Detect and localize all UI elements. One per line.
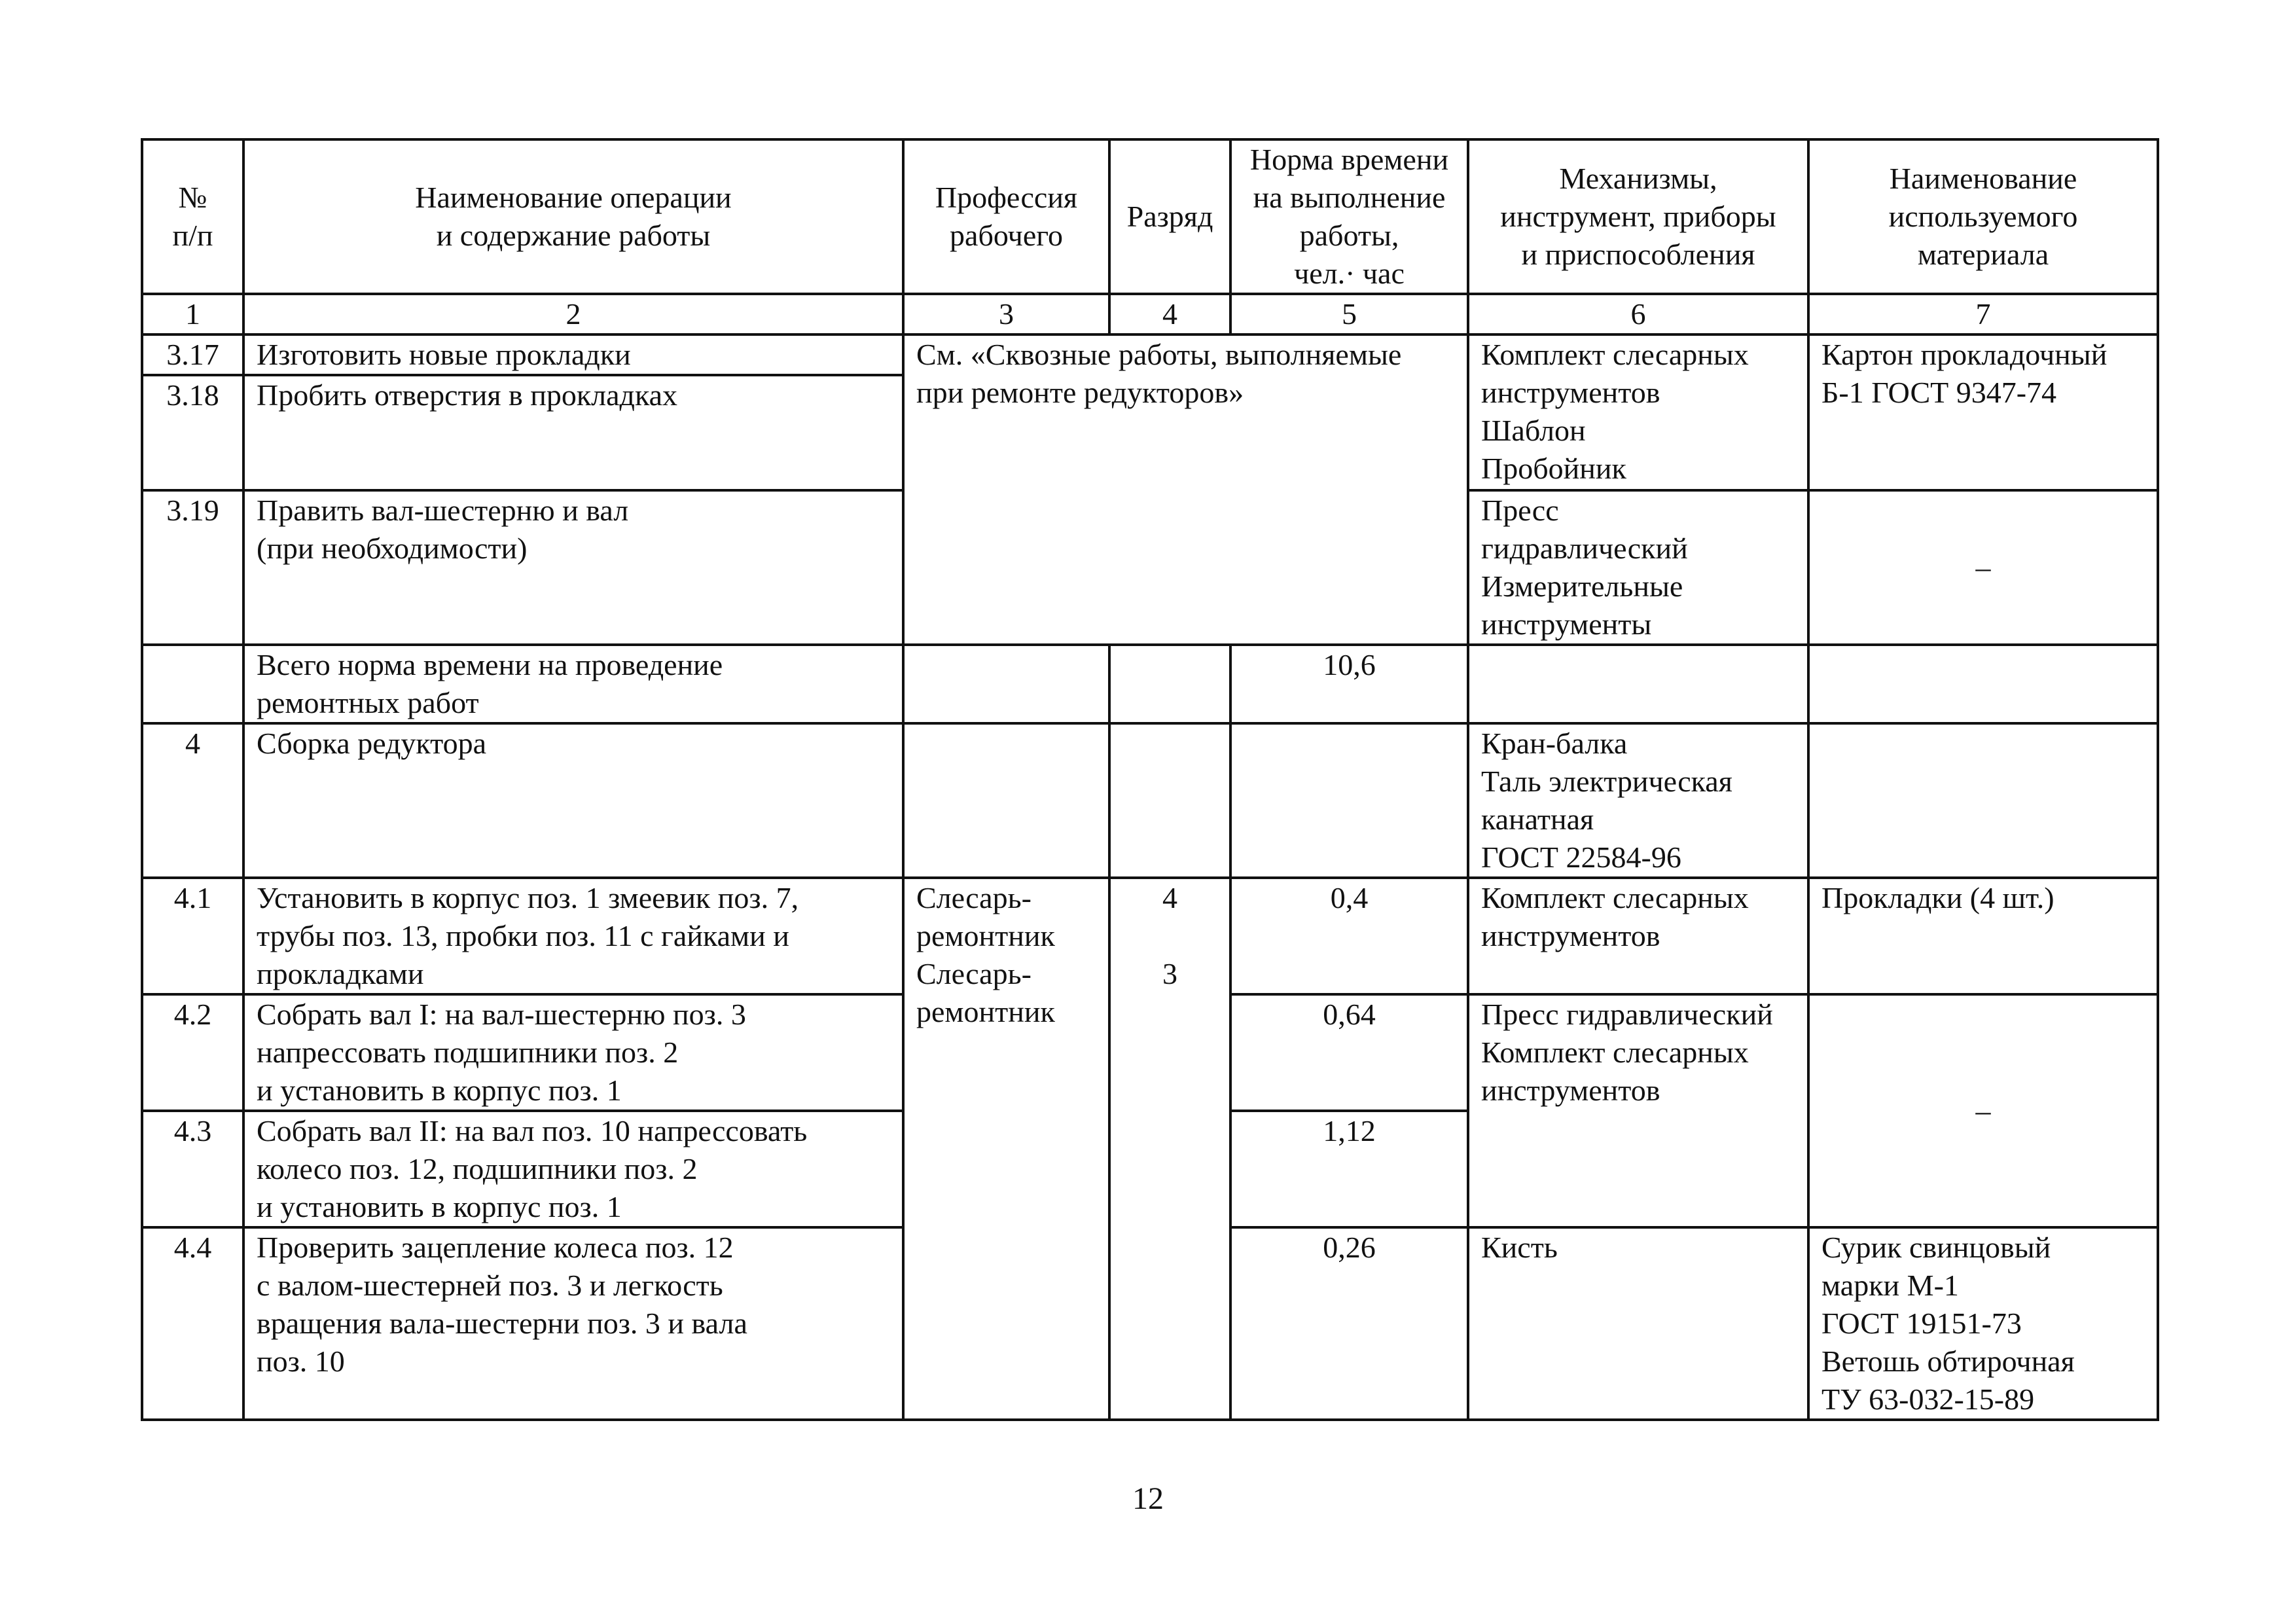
time-norm-cell: 1,12	[1230, 1111, 1468, 1227]
operation-cell: Править вал-шестерню и вал (при необходимости)	[243, 490, 903, 645]
time-norm-cell	[1230, 723, 1468, 878]
table-row	[142, 723, 2158, 878]
row-number: 4.2	[142, 994, 243, 1111]
table-row	[142, 334, 2158, 375]
column-number: 4	[1109, 294, 1230, 334]
header-material: Наименование используемого материала	[1808, 139, 2158, 294]
column-number: 5	[1230, 294, 1468, 334]
profession-merged-cell: См. «Сквозные работы, выполняемые при ремонте редукторов»	[903, 334, 1468, 645]
header-operation: Наименование операции и содержание работы	[243, 139, 903, 294]
operation-cell: Пробить отверстия в прокладках	[243, 375, 903, 490]
column-number: 2	[243, 294, 903, 334]
time-norm-cell: 0,4	[1230, 878, 1468, 994]
page-number: 12	[1132, 1481, 1164, 1516]
operation-cell: Проверить зацепление колеса поз. 12 с валом-шестерней поз. 3 и легкость вращения вала-шестерни поз. 3 и вала поз. 10	[243, 1227, 903, 1420]
profession-cell	[903, 645, 1109, 723]
tools-cell: Пресс гидравлический Комплект слесарных инструментов	[1468, 994, 1808, 1227]
time-norm-cell: 10,6	[1230, 645, 1468, 723]
table-row	[142, 878, 2158, 994]
row-number: 3.18	[142, 375, 243, 490]
material-cell	[1808, 645, 2158, 723]
column-number: 7	[1808, 294, 2158, 334]
header-grade: Разряд	[1109, 139, 1230, 294]
repair-operations-table	[141, 138, 2159, 1421]
header-number: № п/п	[142, 139, 243, 294]
column-number: 6	[1468, 294, 1808, 334]
tools-cell: Кран-балка Таль электрическая канатная ГОСТ 22584-96	[1468, 723, 1808, 878]
section-title: Сборка редуктора	[243, 723, 903, 878]
grade-cell	[1109, 645, 1230, 723]
row-number	[142, 645, 243, 723]
operation-cell: Собрать вал I: на вал-шестерню поз. 3 напрессовать подшипники поз. 2 и установить в корпус поз. 1	[243, 994, 903, 1111]
material-cell: Прокладки (4 шт.)	[1808, 878, 2158, 994]
operation-cell: Изготовить новые прокладки	[243, 334, 903, 375]
material-cell: Картон прокладочный Б-1 ГОСТ 9347-74	[1808, 334, 2158, 490]
tools-cell: Комплект слесарных инструментов Шаблон Пробойник	[1468, 334, 1808, 490]
column-number-row	[142, 294, 2158, 334]
profession-cell	[903, 723, 1109, 878]
row-number: 4.1	[142, 878, 243, 994]
operation-cell: Установить в корпус поз. 1 змеевик поз. 7, трубы поз. 13, пробки поз. 11 с гайками и прокладками	[243, 878, 903, 994]
operation-cell: Собрать вал II: на вал поз. 10 напрессовать колесо поз. 12, подшипники поз. 2 и установить в корпус поз. 1	[243, 1111, 903, 1227]
material-cell: Сурик свинцовый марки М-1 ГОСТ 19151-73 Ветошь обтирочная ТУ 63-032-15-89	[1808, 1227, 2158, 1420]
header-profession: Профессия рабочего	[903, 139, 1109, 294]
row-number: 4.3	[142, 1111, 243, 1227]
grade-cell: 4 3	[1109, 878, 1230, 1420]
row-number: 4.4	[142, 1227, 243, 1420]
column-number: 1	[142, 294, 243, 334]
column-number: 3	[903, 294, 1109, 334]
grade-cell	[1109, 723, 1230, 878]
time-norm-cell: 0,26	[1230, 1227, 1468, 1420]
time-norm-cell: 0,64	[1230, 994, 1468, 1111]
operation-cell: Всего норма времени на проведение ремонтных работ	[243, 645, 903, 723]
table-header-row	[142, 139, 2158, 294]
tools-cell: Кисть	[1468, 1227, 1808, 1420]
material-cell: –	[1808, 994, 2158, 1227]
tools-cell: Комплект слесарных инструментов	[1468, 878, 1808, 994]
row-number: 3.17	[142, 334, 243, 375]
table-row	[142, 645, 2158, 723]
profession-cell: Слесарь- ремонтник Слесарь- ремонтник	[903, 878, 1109, 1420]
tools-cell: Пресс гидравлический Измерительные инструменты	[1468, 490, 1808, 645]
row-number: 4	[142, 723, 243, 878]
row-number: 3.19	[142, 490, 243, 645]
tools-cell	[1468, 645, 1808, 723]
material-cell: –	[1808, 490, 2158, 645]
header-time-norm: Норма времени на выполнение работы, чел.· час	[1230, 139, 1468, 294]
material-cell	[1808, 723, 2158, 878]
header-tools: Механизмы, инструмент, приборы и приспособления	[1468, 139, 1808, 294]
